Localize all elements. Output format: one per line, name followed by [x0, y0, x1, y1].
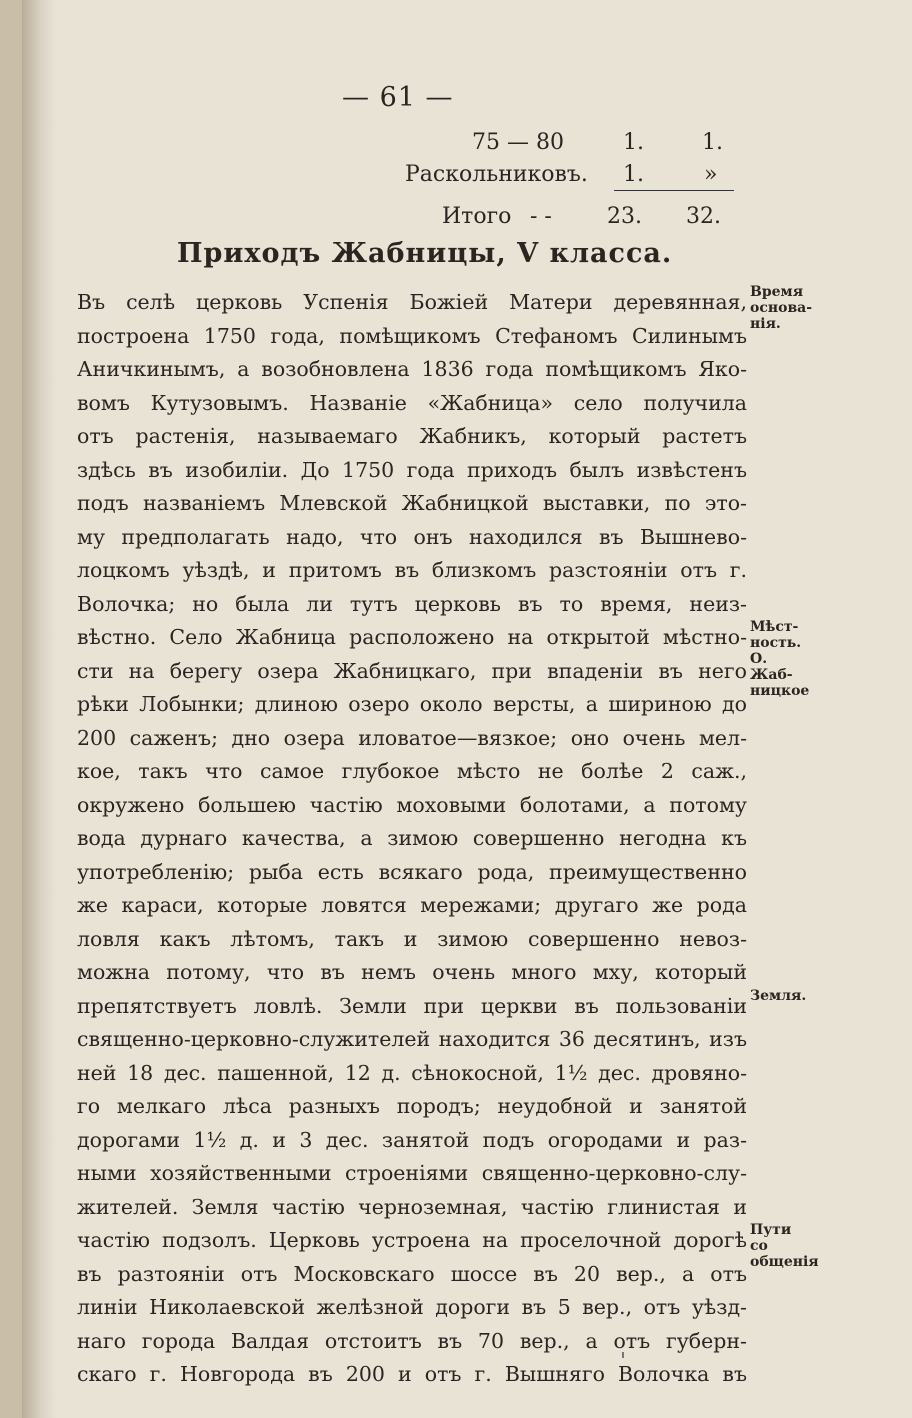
table-row-col2: 1.: [702, 130, 723, 155]
body-line: вода дурнаго качества, а зимою совершенно негодна къ: [77, 826, 747, 850]
table-row-label: Раскольниковъ.: [405, 162, 588, 187]
body-line: линіи Николаевской желѣзной дороги въ 5 вер., отъ уѣзд-: [77, 1295, 747, 1319]
body-line: сти на берегу озера Жабницкаго, при впаденіи въ него: [77, 658, 747, 683]
body-line: здѣсь въ изобиліи. До 1750 года приходъ былъ извѣстенъ: [77, 457, 747, 482]
margin-note-line: О. Жаб-: [750, 651, 793, 683]
body-line: му предполагать надо, что онъ находился въ Вышнево-: [77, 524, 747, 549]
body-line: священно-церковно-служителей находится 36 десятинъ, изъ: [77, 1027, 747, 1051]
table-row: [22, 160, 742, 190]
body-line: можна потому, что въ немъ очень много мху, который: [77, 960, 747, 984]
margin-note-line: ницкое: [750, 683, 810, 699]
body-line: подъ названіемъ Млевской Жабницкой выставки, по это-: [77, 491, 747, 515]
total-col1: 23.: [607, 204, 642, 229]
body-line: го мелкаго лѣса разныхъ породъ; неудобной и занятой: [77, 1094, 747, 1118]
margin-note: [750, 988, 812, 1004]
table-row: [22, 128, 742, 158]
body-line: въ разтояніи отъ Московскаго шоссе въ 20 вер., а отъ: [77, 1261, 747, 1286]
margin-note-line: ность.: [750, 635, 802, 651]
table-row-col1: 1.: [623, 130, 644, 155]
margin-note-line: основа-: [750, 300, 813, 316]
body-line: окружено большею частію моховыми болотами, а потому: [77, 792, 747, 817]
body-line: жителей. Земля частію черноземная, частію глинистая и: [77, 1194, 747, 1219]
body-line: построена 1750 года, помѣщикомъ Стефаномъ Силинымъ: [77, 323, 747, 348]
body-line: Въ селѣ церковь Успенія Божіей Матери деревянная,: [77, 290, 747, 314]
paper-speck: [622, 1352, 624, 1358]
body-text: [77, 286, 747, 1392]
margin-note-line: Время: [750, 284, 804, 300]
margin-note-line: общенія: [750, 1254, 819, 1270]
body-line: лоцкомъ уѣздѣ, и притомъ въ близкомъ разстояніи отъ г.: [77, 558, 747, 582]
body-line: вомъ Кутузовымъ. Названіе «Жабница» село получила: [77, 390, 747, 415]
body-line: вѣстно. Село Жабница расположено на открытой мѣстно-: [77, 625, 747, 649]
body-line: частію подзолъ. Церковь устроена на проселочной дорогѣ: [77, 1228, 747, 1252]
body-line: Волочка; но была ли тутъ церковь въ то время, неиз-: [77, 591, 747, 616]
body-line: рѣки Лобынки; длиною озеро около версты, а шириною до: [77, 692, 747, 716]
margin-note: [750, 284, 812, 332]
body-line: кое, такъ что самое глубокое мѣсто не болѣе 2 саж.,: [77, 759, 747, 783]
body-line: препятствуетъ ловлѣ. Земли при церкви въ пользованіи: [77, 993, 747, 1018]
body-line: дорогами 1½ д. и 3 дес. занятой подъ огородами и раз-: [77, 1127, 747, 1152]
section-heading: Приходъ Жабницы, V класса.: [177, 238, 673, 269]
body-line: скаго г. Новгорода въ 200 и отъ г. Вышняго Волочка въ: [77, 1362, 747, 1386]
body-line: наго города Валдая отстоитъ въ 70 вер., а отъ губерн-: [77, 1328, 747, 1353]
margin-note-line: Земля.: [750, 987, 807, 1004]
table-row-col2: »: [704, 162, 718, 187]
body-line: ными хозяйственными строеніями священно-церковно-слу-: [77, 1161, 747, 1185]
book-page: [22, 0, 912, 1418]
table-sum-rule: [614, 190, 734, 191]
margin-note-line: Пути со: [750, 1222, 792, 1254]
margin-note-line: Мѣст-: [750, 619, 799, 635]
body-line: ней 18 дес. пашенной, 12 д. сѣнокосной, 1½ дес. дровяно-: [77, 1060, 747, 1085]
total-label: Итого: [442, 204, 512, 229]
page-number: — 61 —: [342, 82, 454, 113]
margin-note-line: нія.: [750, 316, 781, 332]
body-line: употребленію; рыба есть всякаго рода, преимущественно: [77, 859, 747, 884]
body-line: ловля какъ лѣтомъ, такъ и зимою совершенно невоз-: [77, 926, 747, 951]
table-row-col1: 1.: [623, 162, 644, 187]
total-col2: 32.: [686, 204, 721, 229]
table-total-row: [22, 202, 742, 232]
table-row-label: 75 — 80: [472, 130, 564, 155]
margin-note: [750, 619, 812, 699]
body-line: 200 саженъ; дно озера иловатое—вязкое; оно очень мел-: [77, 725, 747, 750]
total-dashes: - -: [530, 204, 552, 229]
body-line: же караси, которые ловятся мережами; другаго же рода: [77, 893, 747, 917]
margin-note: [750, 1222, 819, 1270]
body-line: Аничкинымъ, а возобновлена 1836 года помѣщикомъ Яко-: [77, 357, 747, 381]
body-line: отъ растенія, называемаго Жабникъ, который растетъ: [77, 424, 747, 448]
